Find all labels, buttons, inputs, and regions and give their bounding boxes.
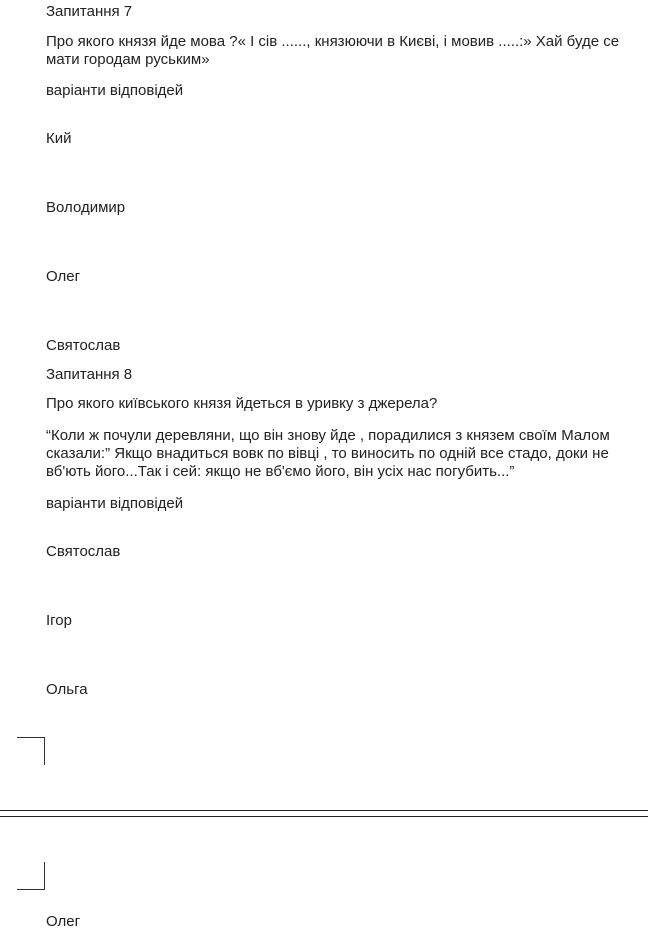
page-break-line-upper [0, 810, 648, 811]
question-7-option-volodymyr[interactable]: Володимир [46, 199, 126, 216]
question-8-quote-line-1: “Коли ж почули деревляни, що він знову йде , порадилися з князем своїм Малом [46, 427, 610, 444]
question-7-text-line-2: мати городам руським» [46, 51, 210, 68]
question-8-options-label: варіанти відповідей [46, 495, 184, 512]
page-corner-mark-top [17, 737, 45, 765]
question-8-quote-line-3: вб'ють його...Так і сей: якщо не вб'ємо його, він усіх нас погубить...” [46, 463, 515, 480]
page-corner-mark-bottom [17, 862, 45, 890]
question-8-option-oleh[interactable]: Олег [46, 913, 81, 930]
question-7-option-kyi[interactable]: Кий [46, 130, 72, 147]
question-7-option-sviatoslav[interactable]: Святослав [46, 337, 121, 354]
question-8-option-sviatoslav[interactable]: Святослав [46, 543, 121, 560]
question-8-quote-line-2: сказали:” Якщо внадиться вовк по вівці , то виносить по одній все стадо, доки не [46, 445, 609, 462]
page-break-line-lower [0, 816, 648, 817]
question-7-text-line-1: Про якого князя йде мова ?« І сів ......, князюючи в Києві, і мовив .....:» Хай буде се [46, 33, 620, 50]
question-7-option-oleh[interactable]: Олег [46, 268, 81, 285]
question-8-option-ihor[interactable]: Ігор [46, 612, 72, 629]
question-8-title: Запитання 8 [46, 366, 133, 383]
question-8-text: Про якого київського князя йдеться в уривку з джерела? [46, 395, 438, 412]
question-7-options-label: варіанти відповідей [46, 82, 184, 99]
question-8-option-olha[interactable]: Ольга [46, 681, 88, 698]
question-7-title: Запитання 7 [46, 3, 133, 20]
